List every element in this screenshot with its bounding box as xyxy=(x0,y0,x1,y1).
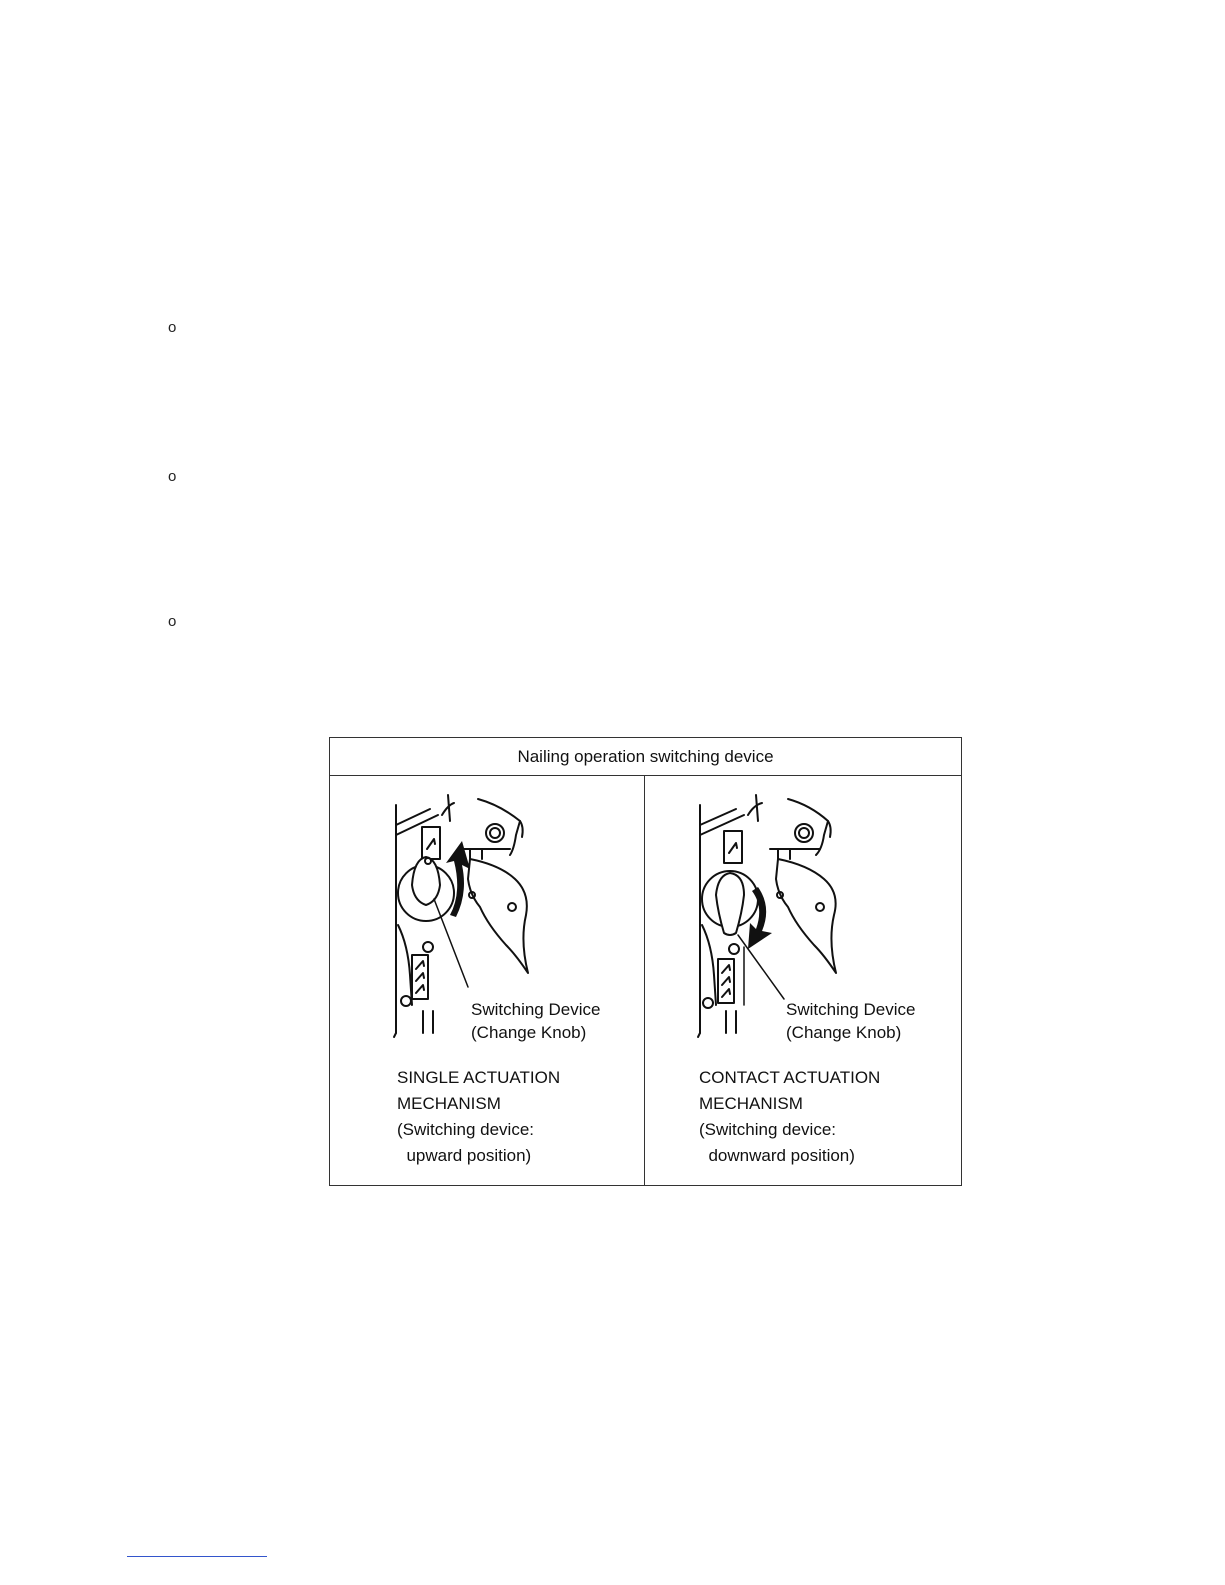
single-actuation-panel xyxy=(330,775,645,1185)
figure-title: Nailing operation switching device xyxy=(330,738,961,776)
callout-switching-device: Switching Device xyxy=(786,1000,916,1019)
callout-change-knob: (Change Knob) xyxy=(471,1023,587,1042)
caption-line: CONTACT ACTUATION xyxy=(699,1068,881,1087)
callout-change-knob: (Change Knob) xyxy=(786,1023,902,1042)
caption-line: (Switching device: xyxy=(397,1120,535,1139)
bullet-marker: o xyxy=(168,319,177,336)
contact-actuation-panel xyxy=(644,775,961,1185)
callout-switching-device: Switching Device xyxy=(471,1000,601,1019)
caption-line: SINGLE ACTUATION xyxy=(397,1068,561,1087)
switching-device-figure xyxy=(329,737,962,1186)
footer-link-underline xyxy=(127,1556,267,1557)
caption-line: MECHANISM xyxy=(397,1094,501,1113)
bullet-marker: o xyxy=(168,468,177,485)
bullet-marker: o xyxy=(168,613,177,630)
caption-line: upward position) xyxy=(397,1146,532,1165)
caption-line: downward position) xyxy=(699,1146,855,1165)
caption-line: (Switching device: xyxy=(699,1120,837,1139)
caption-line: MECHANISM xyxy=(699,1094,803,1113)
